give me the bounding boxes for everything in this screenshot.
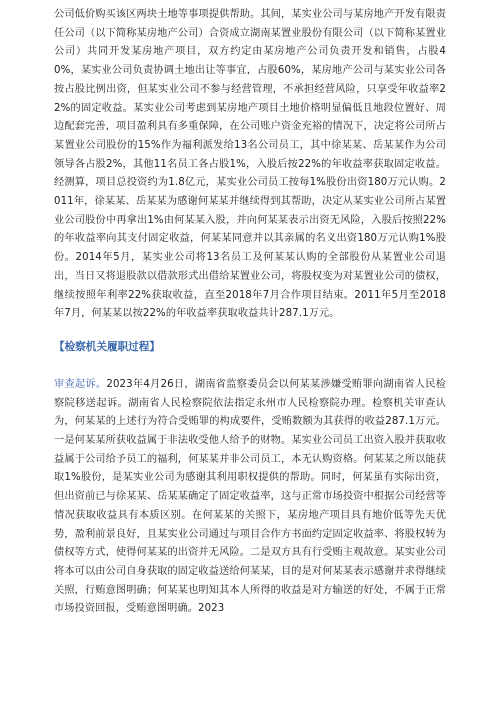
case-facts-paragraph: 公司低价购买该区两块土地等事项提供帮助。其间，某实业公司与某房地产开发有限责任公司（以下简称某房地产公司）合资成立湖南某置业股份有限公司（以下简称某置业公司）共同开发某房地产项目，双方约定由某房地产公司负责开发和销售，占股40%，某实业公司负责协调土地出让等事宜，占股60%，某房地产公司与某实业公司各按占股比例出资，但某实业公司不参与经营管理，不承担经营风险，只享受年收益率22%的固定收益。某实业公司考虑到某房地产项目土地价格明显偏低且地段位置好、周边配套完善，项目盈利具有多重保障，在公司账户资金充裕的情况下，决定将公司所占某置业公司股份的15%作为福利派发给13名公司员工，其中徐某某、岳某某作为公司领导各占股2%，其他11名员工各占股1%，入股后按22%的年收益率获取固定收益。经测算，项目总投资约为1.8亿元，某实业公司员工按每1%股份出资180万元认购。2011年，徐某某、岳某某为感谢何某某并继续得到其帮助，决定从某实业公司所占某置业公司股份中再拿出1%由何某某入股，并向何某某表示出资无风险，入股后按照22%的年收益率向其支付固定收益，何某某同意并以其亲属的名义出资180万元认购1%股份。2014年5月，某实业公司将13名员工及何某某认购的全部股份从某置业公司退出，当日又将退股款以借款形式出借给某置业公司，将股权变为对某置业公司的债权，继续按照年利率22%获取收益，直至2018年7月合作项目结束。2011年5月至2018年7月，何某某以按22%的年收益率获取收益共计287.1万元。: [54, 9, 446, 320]
step-label: 审查起诉。: [54, 378, 107, 390]
heading-text: 检察机关履职过程: [64, 340, 150, 353]
heading-open-bracket: 【: [54, 340, 65, 353]
section-heading: [54, 338, 446, 356]
heading-close-bracket: 】: [149, 340, 160, 353]
review-body-text: 2023年4月26日，湖南省监察委员会以何某某涉嫌受贿罪向湖南省人民检察院移送起诉。湖南省人民检察院依法指定永州市人民检察院办理。检察机关审查认为，何某某的上述行为符合受贿罪的构成要件，受贿数额为其获得的收益287.1万元。一是何某某所获收益属于非法收受他人给予的财物。某实业公司员工出资入股并获取收益属于公司给予员工的福利，何某某并非公司员工，本无认购资格。何某某之所以能获取1%股份，是某实业公司为感谢其利用职权提供的帮助。同时，何某虽有实际出资，但出资前已与徐某某、岳某某确定了固定收益率，这与正常市场投资中根据公司经营等情况获取收益具有本质区别。在何某某的关照下，某房地产项目具有地价低等先天优势，盈利前景良好，且某实业公司通过与项目合作方书面约定固定收益率、将股权转为债权等方式，使得何某某的出资并无风险。二是双方具有行受贿主观故意。某实业公司将本可以由公司自身获取的固定收益送给何某某，目的是对何某某表示感谢并求得继续关照，行贿意图明确；何某某也明知其本人所得的收益是对方输送的好处，不属于正常市场投资回报，受贿意图明确。2023: [54, 378, 446, 615]
prosecution-review-paragraph: [54, 376, 446, 619]
